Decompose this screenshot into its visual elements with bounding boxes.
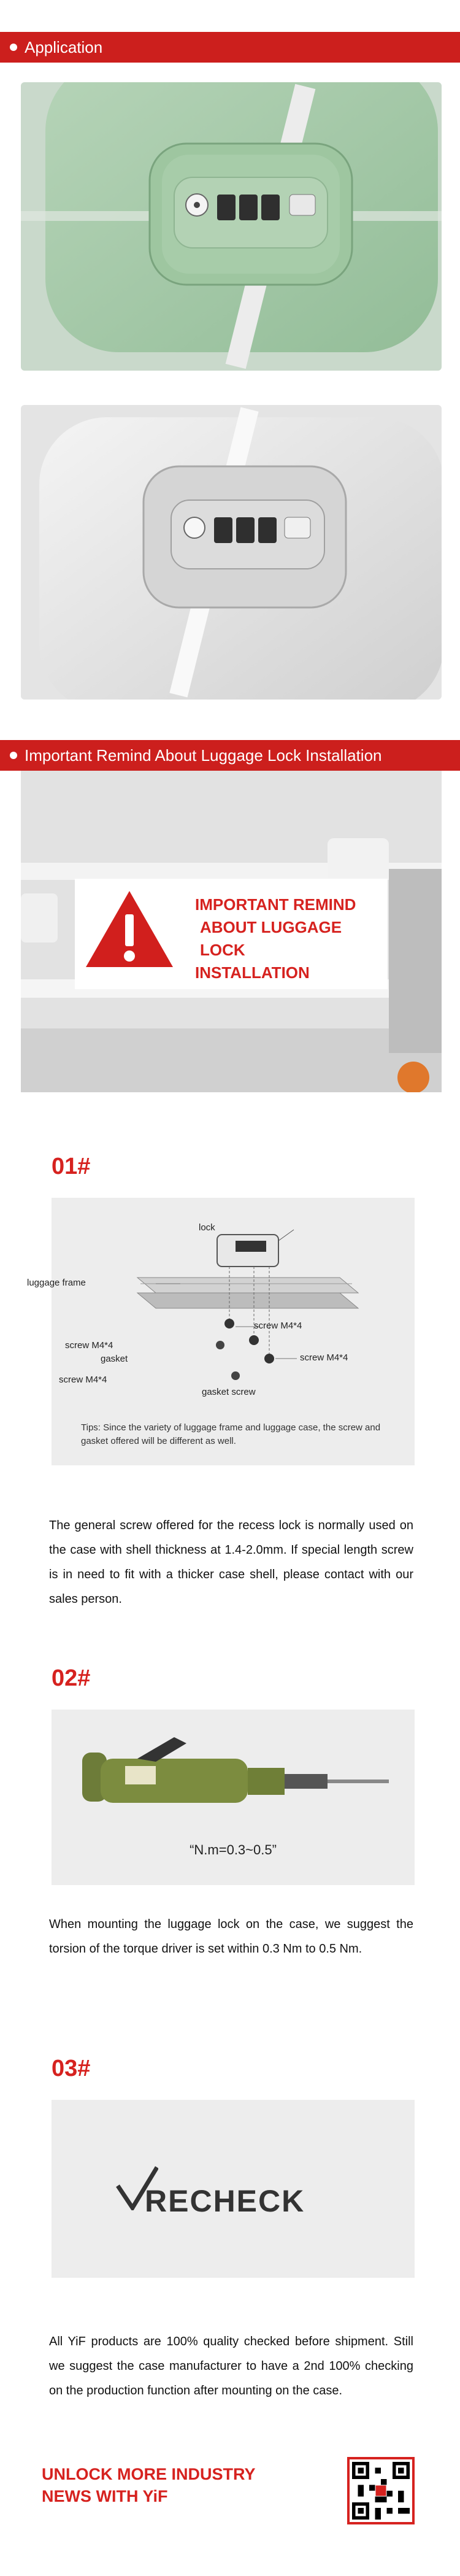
installation-diagram	[27, 1198, 415, 1465]
warning-icon	[83, 889, 175, 970]
bullet-dot	[10, 752, 17, 759]
bullet-dot	[10, 44, 17, 51]
label-lock: lock	[199, 1222, 215, 1233]
label-gasket: gasket	[101, 1354, 128, 1364]
section-title: Important Remind About Luggage Lock Installation	[25, 746, 382, 765]
label-screw-3: screw M4*4	[300, 1352, 348, 1363]
recheck-label: RECHECK	[145, 2184, 305, 2218]
label-screw-1: screw M4*4	[254, 1321, 302, 1331]
remind-line-3: INSTALLATION	[195, 963, 310, 982]
footer-line-1: UNLOCK MORE INDUSTRY	[42, 2465, 256, 2483]
silver-case-photo	[21, 405, 442, 700]
label-screw-2: screw M4*4	[65, 1340, 113, 1351]
remind-card-text	[195, 893, 379, 984]
step-number-01: 01#	[52, 1154, 91, 1179]
recheck-panel	[52, 2100, 415, 2278]
green-case-photo	[21, 82, 442, 371]
label-gasket-screw: gasket screw	[202, 1387, 256, 1397]
step-number-03: 03#	[52, 2056, 91, 2081]
remind-card	[75, 879, 388, 989]
section-banner-application	[0, 32, 460, 63]
footer-line-2: NEWS WITH YiF	[42, 2487, 168, 2505]
label-luggage-frame: luggage frame	[27, 1278, 86, 1288]
section-banner-remind	[0, 740, 460, 771]
step1-description: The general screw offered for the recess lock is normally used on the case with shell thickness at 1.4-2.0mm. If special length screw is in need to fit with a thicker case shell, please contact with our sales person.	[49, 1519, 413, 1606]
qr-code-icon[interactable]	[347, 2457, 415, 2524]
diagram-tips: Tips: Since the variety of luggage frame and luggage case, the screw and gasket offered will be different as well.	[81, 1422, 381, 1446]
step-number-02: 02#	[52, 1665, 91, 1691]
remind-line-2: ABOUT LUGGAGE LOCK	[200, 918, 342, 959]
section-title: Application	[25, 37, 103, 56]
label-screw-4: screw M4*4	[59, 1375, 107, 1385]
torque-driver-panel	[52, 1710, 415, 1885]
remind-line-1: IMPORTANT REMIND	[195, 895, 356, 914]
step3-description: All YiF products are 100% quality checked before shipment. Still we suggest the case manufacturer to have a 2nd 100% checking on the production function after mounting on the case.	[49, 2335, 413, 2397]
torque-value: “N.m=0.3~0.5”	[190, 1842, 277, 1857]
footer-cta	[42, 2463, 256, 2507]
torque-driver-image	[52, 1710, 415, 1885]
step2-description: When mounting the luggage lock on the case, we suggest the torsion of the torque driver is set within 0.3 Nm to 0.5 Nm.	[49, 1918, 413, 1956]
